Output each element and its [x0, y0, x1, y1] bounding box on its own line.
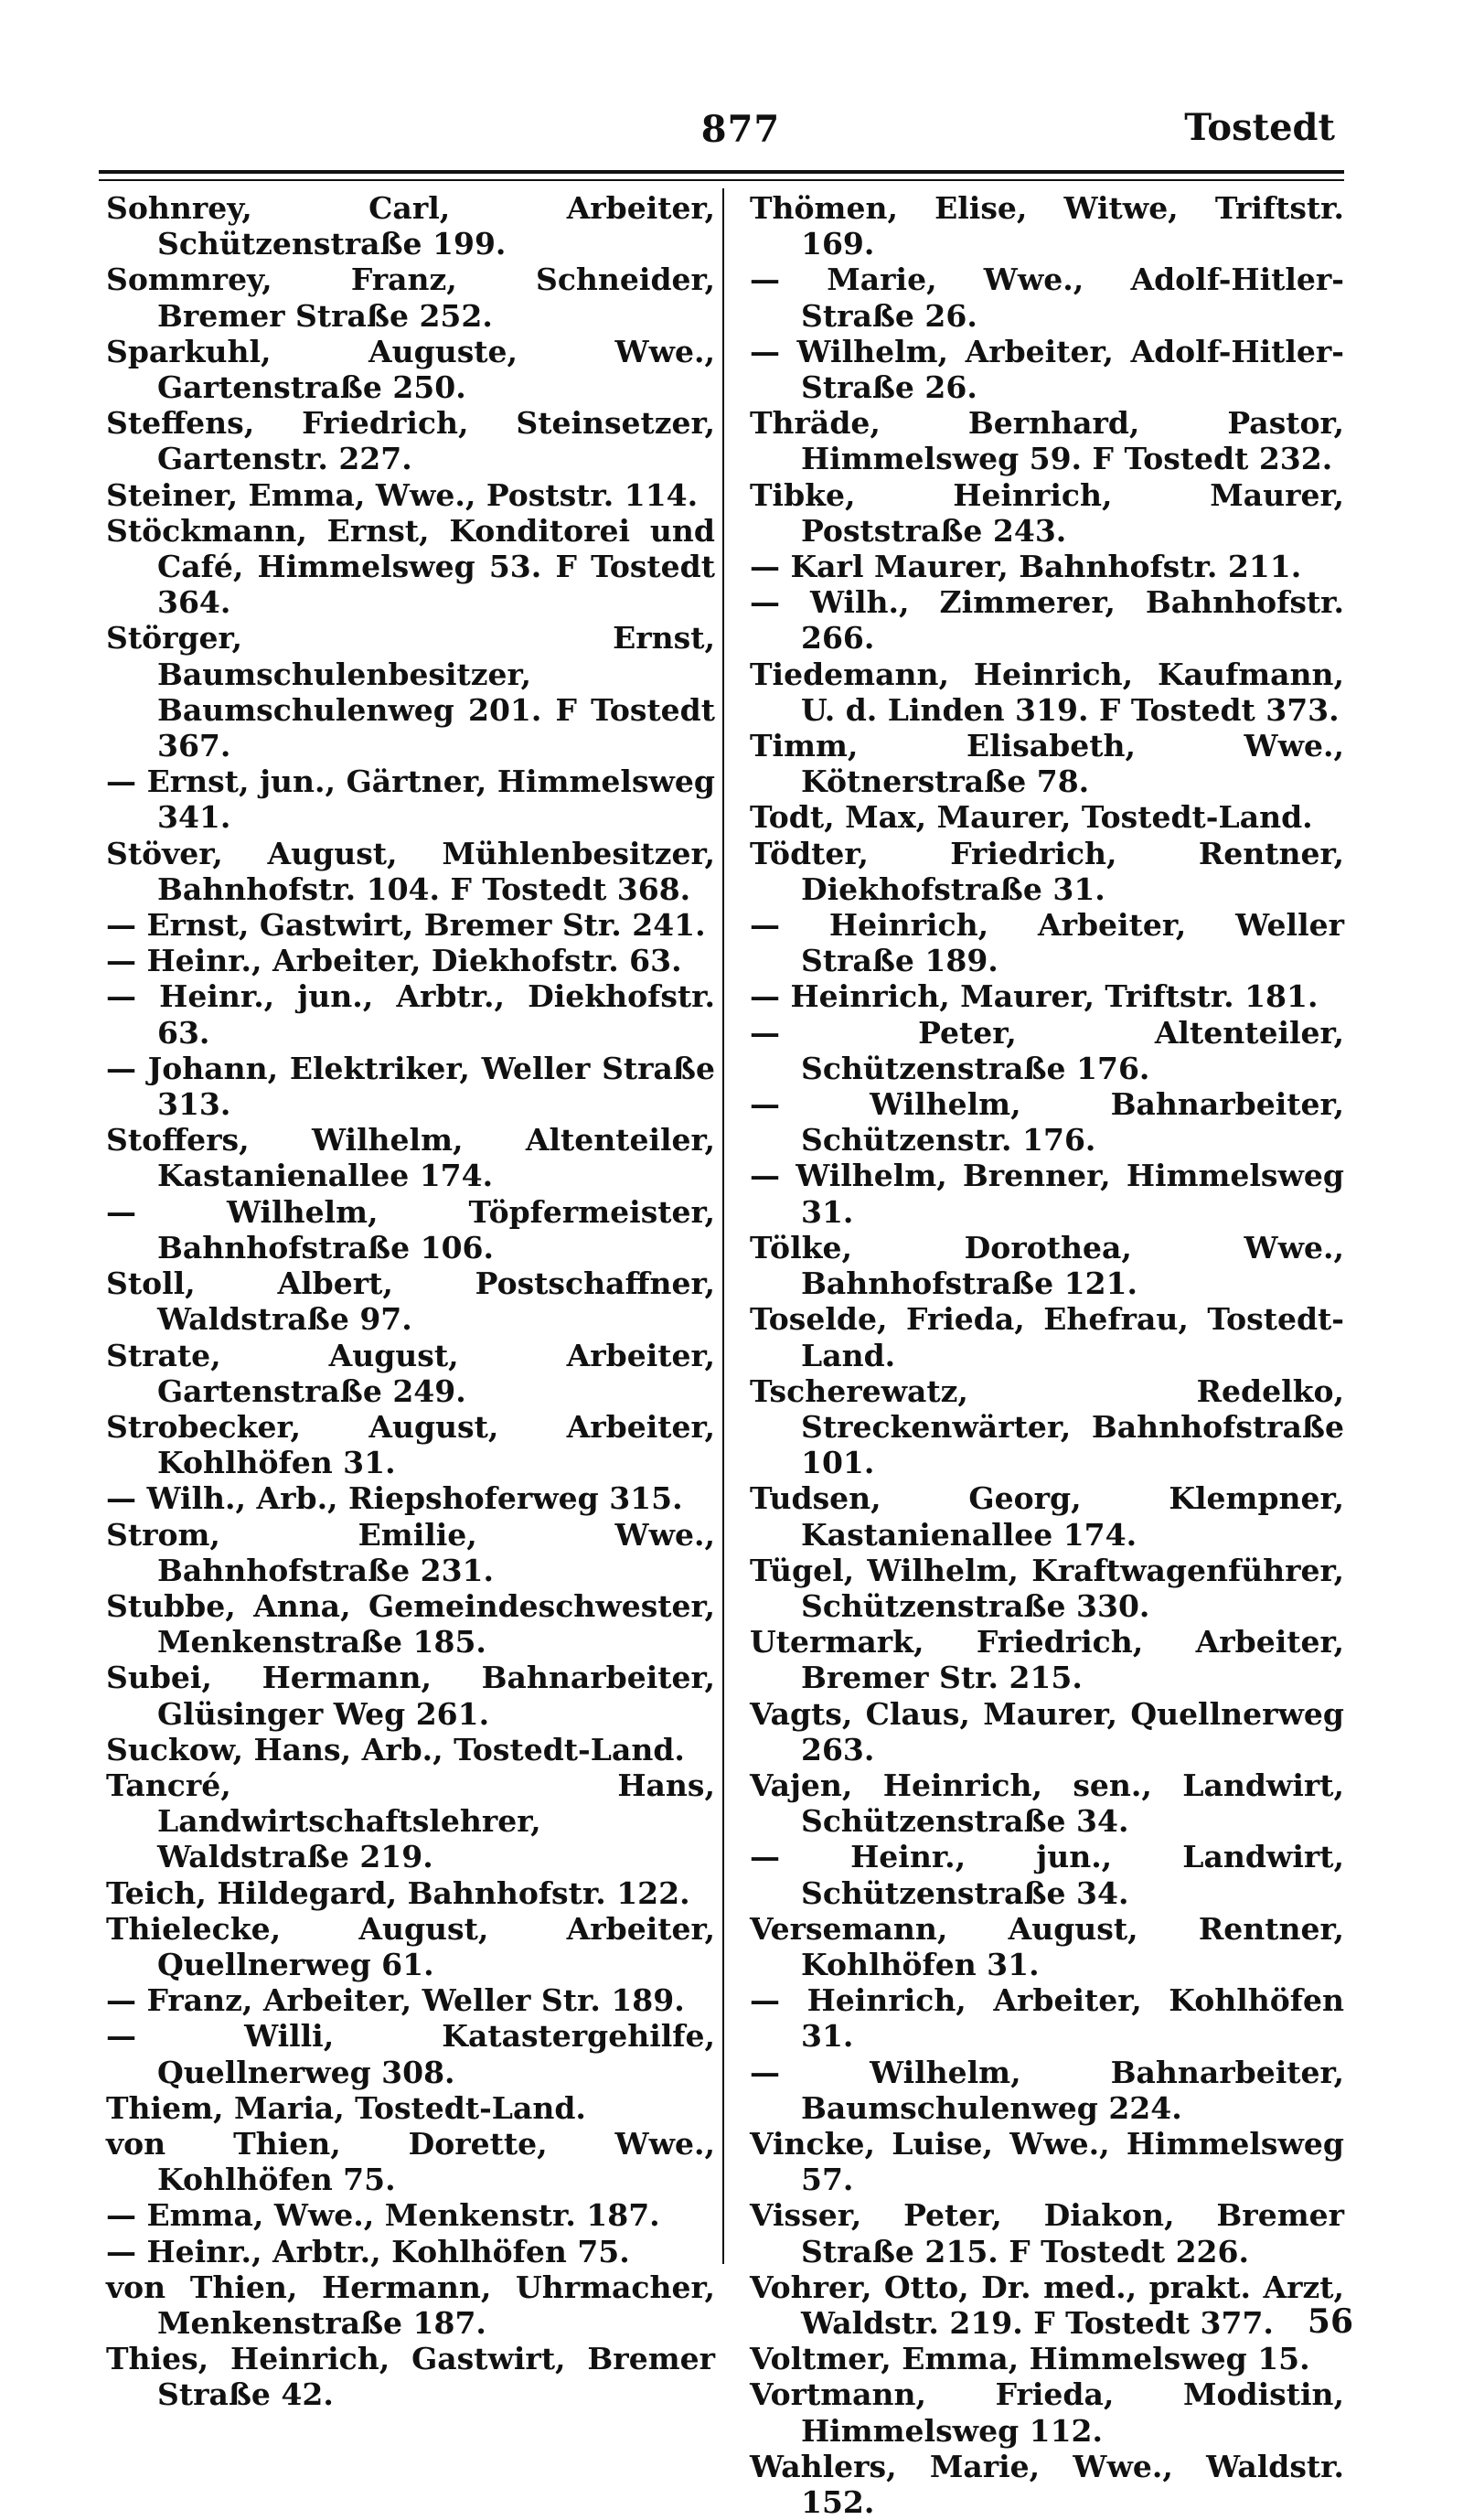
page-number: 877 — [700, 108, 781, 151]
right-column — [750, 190, 1344, 2520]
directory-entry: Tödter, Friedrich, Rentner, Diekhofstraße 31. — [750, 835, 1344, 907]
directory-entry: Steiner, Emma, Wwe., Poststr. 114. — [106, 476, 699, 513]
directory-entry: — Heinrich, Arbeiter, Weller Straße 189. — [750, 907, 1344, 979]
directory-entry: Teich, Hildegard, Bahnhofstr. 122. — [106, 1874, 690, 1911]
directory-entry: — Heinr., jun., Landwirt, Schützenstraße 34. — [750, 1839, 1344, 1911]
directory-entry: Tölke, Dorothea, Wwe., Bahnhofstraße 121. — [750, 1229, 1344, 1302]
header-rule-thin — [99, 179, 1344, 181]
directory-entry: Vincke, Luise, Wwe., Himmelsweg 57. — [750, 2125, 1344, 2198]
directory-entry: — Willi, Katastergehilfe, Quellnerweg 308. — [106, 2018, 715, 2090]
directory-entry: — Wilh., Zimmerer, Bahnhofstr. 266. — [750, 584, 1344, 657]
directory-entry: Stoll, Albert, Postschaffner, Waldstraße 97. — [106, 1265, 715, 1338]
directory-entry: Thömen, Elise, Witwe, Triftstr. 169. — [750, 190, 1344, 262]
directory-entry: von Thien, Hermann, Uhrmacher, Menkenstraße 187. — [106, 2269, 715, 2341]
directory-entry: Steffens, Friedrich, Steinsetzer, Gartenstr. 227. — [106, 405, 715, 477]
running-head: Tostedt — [1184, 106, 1335, 149]
directory-entry: Vajen, Heinrich, sen., Landwirt, Schützenstraße 34. — [750, 1767, 1344, 1840]
column-divider — [722, 188, 724, 2264]
directory-entry: Subei, Hermann, Bahnarbeiter, Glüsinger Weg 261. — [106, 1660, 715, 1732]
directory-entry: — Heinr., Arbeiter, Diekhofstr. 63. — [106, 943, 682, 979]
directory-entry: — Wilhelm, Töpfermeister, Bahnhofstraße 106. — [106, 1193, 715, 1265]
directory-entry: Voltmer, Emma, Himmelsweg 15. — [750, 2341, 1310, 2377]
directory-entry: Tudsen, Georg, Klempner, Kastanienallee 174. — [750, 1480, 1344, 1553]
directory-entry: — Wilhelm, Arbeiter, Adolf-Hitler-Straße 26. — [750, 333, 1344, 406]
directory-entry: Sohnrey, Carl, Arbeiter, Schützenstraße 199. — [106, 190, 715, 262]
sheet-number: 56 — [1307, 2302, 1353, 2341]
directory-entry: Strate, August, Arbeiter, Gartenstraße 249. — [106, 1337, 715, 1409]
directory-entry: — Peter, Altenteiler, Schützenstraße 176. — [750, 1014, 1344, 1086]
directory-entry: Vohrer, Otto, Dr. med., prakt. Arzt, Waldstr. 219. F Tostedt 377. — [750, 2269, 1344, 2341]
directory-entry: — Wilhelm, Bahnarbeiter, Baumschulenweg 224. — [750, 2054, 1344, 2126]
directory-entry: Thräde, Bernhard, Pastor, Himmelsweg 59. F Tostedt 232. — [750, 405, 1344, 477]
directory-entry: Sommrey, Franz, Schneider, Bremer Straße 252. — [106, 262, 715, 334]
directory-entry: Suckow, Hans, Arb., Tostedt-Land. — [106, 1731, 685, 1767]
directory-entry: Thies, Heinrich, Gastwirt, Bremer Straße 42. — [106, 2341, 715, 2413]
directory-entry: Thielecke, August, Arbeiter, Quellnerweg 61. — [106, 1910, 715, 1982]
directory-entry: Tibke, Heinrich, Maurer, Poststraße 243. — [750, 476, 1344, 549]
directory-entry: Visser, Peter, Diakon, Bremer Straße 215. F Tostedt 226. — [750, 2197, 1344, 2269]
directory-entry: Versemann, August, Rentner, Kohlhöfen 31. — [750, 1910, 1344, 1982]
directory-entry: Vortmann, Frieda, Modistin, Himmelsweg 112. — [750, 2376, 1344, 2449]
directory-entry: — Wilhelm, Bahnarbeiter, Schützenstr. 176. — [750, 1086, 1344, 1159]
directory-entry: Utermark, Friedrich, Arbeiter, Bremer Str. 215. — [750, 1624, 1344, 1696]
directory-entry: — Heinrich, Maurer, Triftstr. 181. — [750, 978, 1319, 1015]
directory-entry: Tscherewatz, Redelko, Streckenwärter, Bahnhofstraße 101. — [750, 1372, 1344, 1481]
directory-entry: Toselde, Frieda, Ehefrau, Tostedt-Land. — [750, 1301, 1344, 1373]
directory-entry: Tügel, Wilhelm, Kraftwagenführer, Schützenstraße 330. — [750, 1552, 1344, 1624]
header-rule-thick — [99, 170, 1344, 174]
directory-entry: Strobecker, August, Arbeiter, Kohlhöfen 31. — [106, 1408, 715, 1481]
directory-entry: Timm, Elisabeth, Wwe., Kötnerstraße 78. — [750, 728, 1344, 800]
directory-entry: — Emma, Wwe., Menkenstr. 187. — [106, 2197, 660, 2234]
directory-entry: Stubbe, Anna, Gemeindeschwester, Menkenstraße 185. — [106, 1587, 715, 1660]
directory-entry: — Heinrich, Arbeiter, Kohlhöfen 31. — [750, 1982, 1344, 2055]
directory-entry: Stöckmann, Ernst, Konditorei und Café, Himmelsweg 53. F Tostedt 364. — [106, 512, 715, 621]
directory-entry: Todt, Max, Maurer, Tostedt-Land. — [750, 799, 1313, 836]
directory-entry: — Franz, Arbeiter, Weller Str. 189. — [106, 1982, 685, 2019]
directory-entry: Stöver, August, Mühlenbesitzer, Bahnhofstr. 104. F Tostedt 368. — [106, 835, 715, 907]
directory-entry: — Karl Maurer, Bahnhofstr. 211. — [750, 549, 1302, 585]
directory-entry: Stoffers, Wilhelm, Altenteiler, Kastanienallee 174. — [106, 1122, 715, 1194]
directory-entry: Tancré, Hans, Landwirtschaftslehrer, Waldstraße 219. — [106, 1767, 715, 1875]
directory-entry: — Wilhelm, Brenner, Himmelsweg 31. — [750, 1158, 1344, 1230]
directory-entry: Tiedemann, Heinrich, Kaufmann, U. d. Linden 319. F Tostedt 373. — [750, 656, 1344, 728]
directory-entry: — Heinr., jun., Arbtr., Diekhofstr. 63. — [106, 978, 715, 1051]
directory-entry: — Ernst, Gastwirt, Bremer Str. 241. — [106, 907, 706, 944]
directory-entry: — Ernst, jun., Gärtner, Himmelsweg 341. — [106, 763, 715, 836]
directory-entry: Wahlers, Marie, Wwe., Waldstr. 152. — [750, 2448, 1344, 2520]
directory-entry: — Marie, Wwe., Adolf-Hitler-Straße 26. — [750, 262, 1344, 334]
directory-entry: Sparkuhl, Auguste, Wwe., Gartenstraße 250. — [106, 333, 715, 406]
directory-entry: — Johann, Elektriker, Weller Straße 313. — [106, 1050, 715, 1123]
directory-entry: von Thien, Dorette, Wwe., Kohlhöfen 75. — [106, 2125, 715, 2198]
directory-entry: Strom, Emilie, Wwe., Bahnhofstraße 231. — [106, 1516, 715, 1588]
directory-entry: Störger, Ernst, Baumschulenbesitzer, Baumschulenweg 201. F Tostedt 367. — [106, 620, 715, 764]
directory-entry: Thiem, Maria, Tostedt-Land. — [106, 2089, 586, 2126]
directory-entry: — Heinr., Arbtr., Kohlhöfen 75. — [106, 2233, 630, 2269]
directory-entry: — Wilh., Arb., Riepshoferweg 315. — [106, 1480, 683, 1517]
directory-entry: Vagts, Claus, Maurer, Quellnerweg 263. — [750, 1695, 1344, 1767]
left-column — [106, 190, 715, 2413]
